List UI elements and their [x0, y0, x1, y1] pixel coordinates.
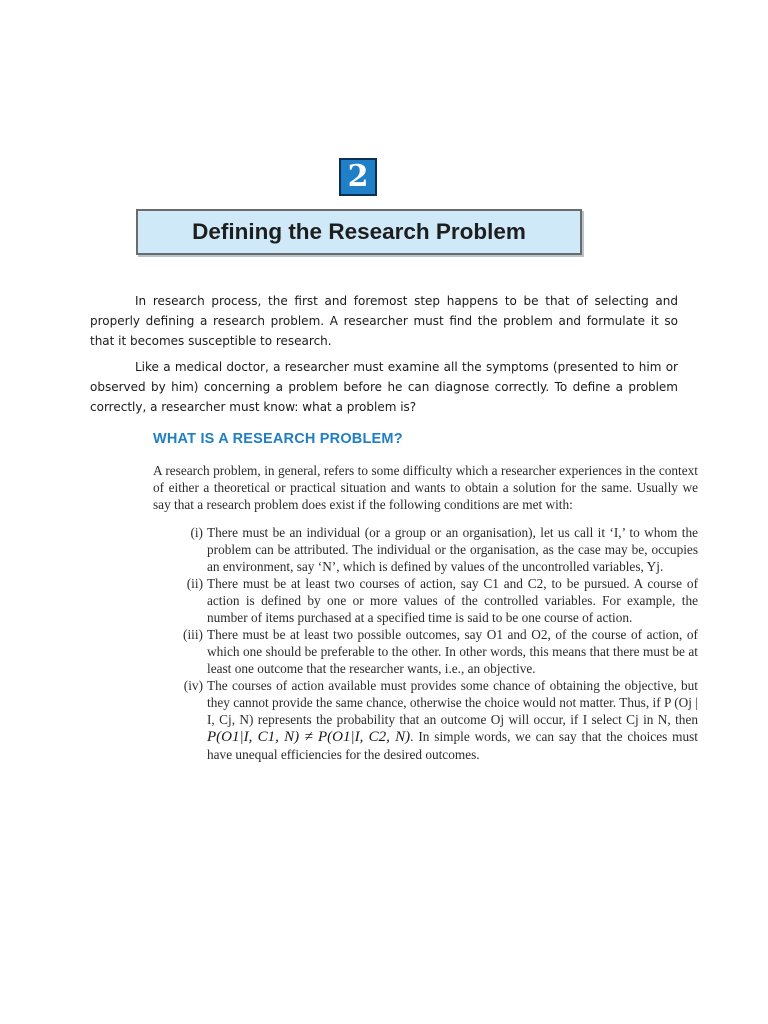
- condition-number: (ii): [186, 576, 203, 591]
- chapter-number-badge: 2: [339, 158, 377, 196]
- section-paragraph: A research problem, in general, refers to some difficulty which a researcher experiences in the context of either a theoretical or practical situation and wants to obtain a solution for the same. Usually we say that a research problem does exist if the following conditions are met with:: [153, 463, 698, 512]
- intro-paragraph-1: [90, 291, 678, 351]
- condition-item: [153, 677, 698, 763]
- chapter-title-banner: [136, 209, 582, 255]
- condition-item: [153, 575, 698, 626]
- probability-equation: P(O1|I, C1, N) ≠ P(O1|I, C2, N): [207, 729, 411, 745]
- condition-text: There must be at least two possible outcomes, say O1 and O2, of the course of action, of which one should be preferable to the other. In other words, this means that there must be at least one outcome that the researcher wants, i.e., an objective.: [207, 627, 698, 676]
- condition-number: (i): [190, 525, 203, 540]
- condition-text-before: The courses of action available must provides some chance of obtaining the objective, but they cannot provide the same chance, otherwise the choice would not matter. Thus, if P (Oj | I, Cj, N) represents the probability that an outcome Oj will occur, if I select Cj in N, then: [207, 678, 698, 727]
- intro-paragraph-2: [90, 357, 678, 417]
- condition-number: (iv): [183, 678, 203, 693]
- intro-paragraph-2-text: Like a medical doctor, a researcher must examine all the symptoms (presented to him or observed by him) concerning a problem before he can diagnose correctly. To define a problem correctly, a researcher must know: what a problem is?: [90, 360, 678, 414]
- chapter-title: Defining the Research Problem: [192, 219, 526, 244]
- condition-text: There must be an individual (or a group or an organisation), let us call it ‘I,’ to whom the problem can be attributed. The individual or the organisation, as the case may be, occupies an environment, say ‘N’, which is defined by values of the uncontrolled variables, Yj.: [207, 525, 698, 574]
- intro-paragraph-1-text: In research process, the first and foremost step happens to be that of selecting and properly defining a research problem. A researcher must find the problem and formulate it so that it becomes susceptible to research.: [90, 294, 678, 348]
- condition-number: (iii): [183, 627, 203, 642]
- condition-text: There must be at least two courses of action, say C1 and C2, to be pursued. A course of action is defined by one or more values of the controlled variables. For example, the number of items purchased at a specified time is said to be one course of action.: [207, 576, 698, 625]
- condition-item: [153, 524, 698, 575]
- condition-text-after: . In simple words, we can say that the choices must have unequal efficiencies for the desired outcomes.: [207, 729, 698, 762]
- condition-item: [153, 626, 698, 677]
- conditions-list: [153, 524, 698, 763]
- section-heading: WHAT IS A RESEARCH PROBLEM?: [153, 431, 403, 447]
